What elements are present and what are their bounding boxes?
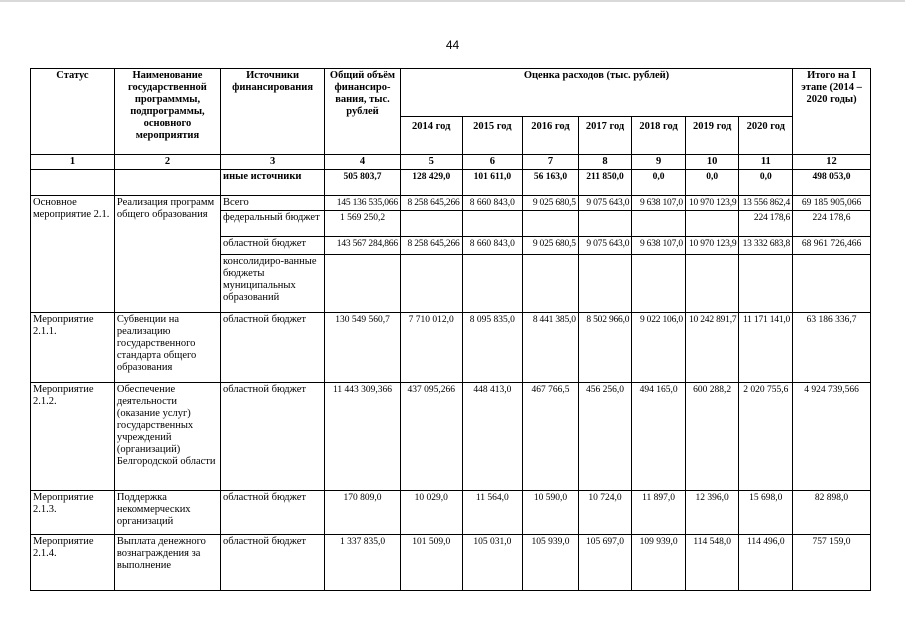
year-value: [523, 211, 579, 237]
year-value: [632, 255, 686, 313]
header-sources: Источники финансирования: [221, 69, 325, 155]
year-value: 105 697,0: [578, 535, 632, 591]
year-value: 56 163,0: [523, 170, 579, 196]
total-cell: 505 803,7: [325, 170, 401, 196]
name-cell: Выплата денежного вознаграждения за выполнение: [114, 535, 220, 591]
status-cell: Мероприятие 2.1.2.: [31, 383, 115, 491]
year-value: 13 556 862,4: [739, 196, 793, 211]
column-number: 1: [31, 155, 115, 170]
name-cell: Поддержка некоммерческих организаций: [114, 491, 220, 535]
year-value: 11 171 141,0: [739, 313, 793, 383]
year-value: 9 075 643,0: [578, 196, 632, 211]
year-value: 0,0: [685, 170, 739, 196]
year-value: 8 660 843,0: [462, 237, 523, 255]
source-cell: областной бюджет: [221, 383, 325, 491]
name-cell: [114, 170, 220, 196]
column-number: 8: [578, 155, 632, 170]
header-estimate: Оценка расходов (тыс. рублей): [400, 69, 792, 117]
year-value: [462, 211, 523, 237]
year-value: 114 496,0: [739, 535, 793, 591]
year-value: 10 590,0: [523, 491, 579, 535]
status-cell: Мероприятие 2.1.4.: [31, 535, 115, 591]
stage-total-cell: 4 924 739,566: [793, 383, 871, 491]
header-year: 2020 год: [739, 117, 793, 155]
year-value: [739, 255, 793, 313]
year-value: 105 031,0: [462, 535, 523, 591]
status-cell: Мероприятие 2.1.3.: [31, 491, 115, 535]
year-value: 9 025 680,5: [523, 196, 579, 211]
header-year: 2015 год: [462, 117, 523, 155]
column-number: 11: [739, 155, 793, 170]
name-cell: Субвенции на реализацию государственного стандарта общего образования: [114, 313, 220, 383]
stage-total-cell: [793, 255, 871, 313]
year-value: 0,0: [739, 170, 793, 196]
scan-edge: [0, 0, 905, 2]
column-number: 9: [632, 155, 686, 170]
stage-total-cell: 224 178,6: [793, 211, 871, 237]
year-value: 9 075 643,0: [578, 237, 632, 255]
year-value: 494 165,0: [632, 383, 686, 491]
year-value: 448 413,0: [462, 383, 523, 491]
status-cell: Мероприятие 2.1.1.: [31, 313, 115, 383]
source-cell: иные источники: [221, 170, 325, 196]
stage-total-cell: 498 053,0: [793, 170, 871, 196]
table-row: [31, 383, 871, 491]
column-number: 2: [114, 155, 220, 170]
source-cell: областной бюджет: [221, 313, 325, 383]
column-number: 12: [793, 155, 871, 170]
year-value: 10 242 891,7: [685, 313, 739, 383]
year-value: 437 095,266: [400, 383, 462, 491]
year-value: 0,0: [632, 170, 686, 196]
year-value: 11 564,0: [462, 491, 523, 535]
year-value: 128 429,0: [400, 170, 462, 196]
year-value: [632, 211, 686, 237]
stage-total-cell: 68 961 726,466: [793, 237, 871, 255]
year-value: 9 022 106,0: [632, 313, 686, 383]
header-total: Общий объём финансиро-вания, тыс. рублей: [325, 69, 401, 155]
name-cell: Реализация программ общего образования: [114, 196, 220, 313]
year-value: 9 638 107,0: [632, 237, 686, 255]
header-row: [31, 69, 871, 117]
column-numbers-row: [31, 155, 871, 170]
header-stage-total: Итого на I этапе (2014 – 2020 годы): [793, 69, 871, 155]
column-number: 7: [523, 155, 579, 170]
column-number: 5: [400, 155, 462, 170]
source-cell: областной бюджет: [221, 535, 325, 591]
total-cell: 143 567 284,866: [325, 237, 401, 255]
column-number: 3: [221, 155, 325, 170]
year-value: 8 258 645,266: [400, 237, 462, 255]
table-row: [31, 535, 871, 591]
total-cell: 145 136 535,066: [325, 196, 401, 211]
table-row: [31, 491, 871, 535]
table-row: [31, 313, 871, 383]
year-value: 114 548,0: [685, 535, 739, 591]
year-value: 15 698,0: [739, 491, 793, 535]
budget-table: [30, 68, 871, 591]
stage-total-cell: 757 159,0: [793, 535, 871, 591]
year-value: 7 710 012,0: [400, 313, 462, 383]
source-cell: областной бюджет: [221, 491, 325, 535]
year-value: 101 509,0: [400, 535, 462, 591]
year-value: 13 332 683,8: [739, 237, 793, 255]
year-value: 2 020 755,6: [739, 383, 793, 491]
column-number: 10: [685, 155, 739, 170]
year-value: 456 256,0: [578, 383, 632, 491]
year-value: 8 660 843,0: [462, 196, 523, 211]
year-value: 10 970 123,9: [685, 196, 739, 211]
source-cell: федеральный бюджет: [221, 211, 325, 237]
year-value: 600 288,2: [685, 383, 739, 491]
source-cell: Всего: [221, 196, 325, 211]
year-value: [400, 255, 462, 313]
year-value: 9 638 107,0: [632, 196, 686, 211]
total-cell: 130 549 560,7: [325, 313, 401, 383]
year-value: [685, 211, 739, 237]
total-cell: 1 337 835,0: [325, 535, 401, 591]
status-cell: Основное мероприятие 2.1.: [31, 196, 115, 313]
year-value: 8 258 645,266: [400, 196, 462, 211]
year-value: 12 396,0: [685, 491, 739, 535]
table-row: [31, 170, 871, 196]
total-cell: 1 569 250,2: [325, 211, 401, 237]
total-cell: [325, 255, 401, 313]
year-value: [400, 211, 462, 237]
year-value: [685, 255, 739, 313]
header-year: 2014 год: [400, 117, 462, 155]
header-year: 2017 год: [578, 117, 632, 155]
name-cell: Обеспечение деятельности (оказание услуг) государственных учреждений (организаций) Белгородской области: [114, 383, 220, 491]
year-value: 8 502 966,0: [578, 313, 632, 383]
table-row: [31, 196, 871, 211]
year-value: [523, 255, 579, 313]
stage-total-cell: 69 185 905,066: [793, 196, 871, 211]
stage-total-cell: 82 898,0: [793, 491, 871, 535]
year-value: 101 611,0: [462, 170, 523, 196]
source-cell: областной бюджет: [221, 237, 325, 255]
year-value: [462, 255, 523, 313]
year-value: [578, 255, 632, 313]
year-value: 8 095 835,0: [462, 313, 523, 383]
header-year: 2018 год: [632, 117, 686, 155]
stage-total-cell: 63 186 336,7: [793, 313, 871, 383]
year-value: 224 178,6: [739, 211, 793, 237]
header-year: 2016 год: [523, 117, 579, 155]
total-cell: 170 809,0: [325, 491, 401, 535]
header-status: Статус: [31, 69, 115, 155]
header-name: Наименование государственной программмы, подпрограммы, основного мероприятия: [114, 69, 220, 155]
year-value: 10 724,0: [578, 491, 632, 535]
year-value: 8 441 385,0: [523, 313, 579, 383]
year-value: 467 766,5: [523, 383, 579, 491]
status-cell: [31, 170, 115, 196]
year-value: 105 939,0: [523, 535, 579, 591]
year-value: [578, 211, 632, 237]
year-value: 9 025 680,5: [523, 237, 579, 255]
column-number: 6: [462, 155, 523, 170]
source-cell: консолидиро-ванные бюджеты муниципальных образований: [221, 255, 325, 313]
year-value: 10 029,0: [400, 491, 462, 535]
header-year: 2019 год: [685, 117, 739, 155]
total-cell: 11 443 309,366: [325, 383, 401, 491]
column-number: 4: [325, 155, 401, 170]
year-value: 10 970 123,9: [685, 237, 739, 255]
page-number: 44: [445, 38, 460, 52]
year-value: 211 850,0: [578, 170, 632, 196]
year-value: 11 897,0: [632, 491, 686, 535]
year-value: 109 939,0: [632, 535, 686, 591]
